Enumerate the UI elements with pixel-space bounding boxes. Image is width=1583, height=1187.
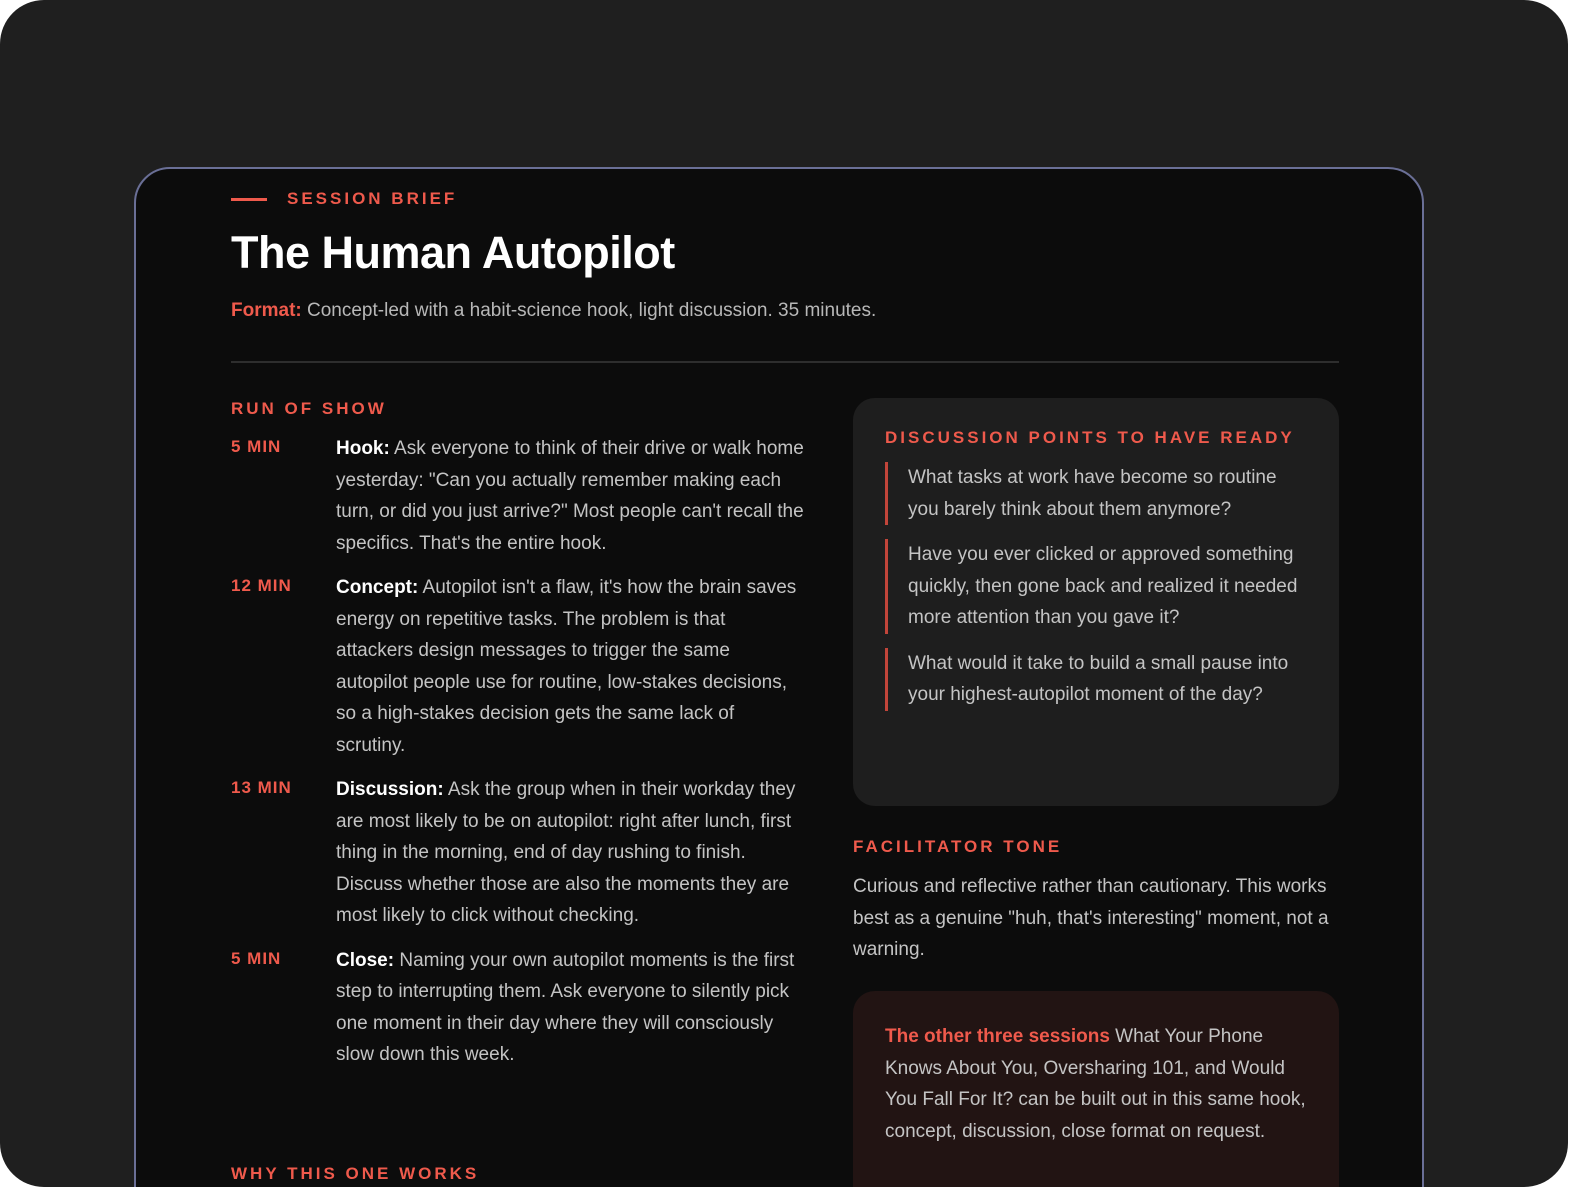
- eyebrow-label: SESSION BRIEF: [287, 189, 458, 208]
- run-item-body: [336, 945, 806, 1071]
- run-item-label: Close:: [336, 949, 395, 971]
- format-text: Concept-led with a habit-science hook, light discussion. 35 minutes.: [301, 300, 877, 321]
- run-item-time: 12 MIN: [231, 576, 292, 595]
- run-item-time: 13 MIN: [231, 778, 292, 797]
- tone-text: Curious and reflective rather than cautionary. This works best as a genuine "huh, that's interesting" moment, not a warning.: [853, 876, 1329, 960]
- run-item-discussion: [231, 774, 806, 932]
- run-item-body: [336, 433, 806, 559]
- why-this-works-heading: WHY THIS ONE WORKS: [231, 1164, 480, 1183]
- run-item-concept: [231, 572, 806, 761]
- run-item-label: Discussion:: [336, 779, 444, 800]
- discussion-point: What tasks at work have become so routine you barely think about them anymore?: [885, 462, 1307, 525]
- eyebrow: [231, 189, 457, 209]
- facilitator-tone: [853, 837, 1339, 966]
- run-item-body: [336, 774, 806, 932]
- run-item-hook: [231, 433, 806, 559]
- format-label: Format:: [231, 300, 302, 321]
- tone-heading: FACILITATOR TONE: [853, 837, 1063, 856]
- divider: [231, 361, 1339, 363]
- other-sessions-text: What Your Phone Knows About You, Oversharing 101, and Would You Fall For It? can be built out in this same hook, concept, discussion, close format on request.: [885, 1026, 1306, 1142]
- accent-dash: [231, 198, 267, 201]
- format-line: [231, 300, 876, 322]
- run-item-body: [336, 572, 806, 761]
- run-of-show-heading: RUN OF SHOW: [231, 399, 387, 418]
- other-sessions-note: [853, 991, 1339, 1187]
- other-sessions-label: The other three sessions: [885, 1026, 1110, 1047]
- run-item-text: Ask the group when in their workday they are most likely to be on autopilot: right after lunch, first thing in the morning, end of day rushing to finish. Discuss whether those are also the moments they are most likely to click without checking.: [336, 779, 796, 926]
- run-item-close: [231, 945, 806, 1071]
- run-item-time: 5 MIN: [231, 948, 282, 968]
- run-item-time: 5 MIN: [231, 437, 282, 456]
- run-item-text: Ask everyone to think of their drive or walk home yesterday: "Can you actually remember making each turn, or did you just arrive?" Most people can't recall the specifics. That's the entire hook.: [336, 438, 804, 554]
- session-brief-card: [134, 167, 1424, 1187]
- discussion-heading: DISCUSSION POINTS TO HAVE READY: [885, 428, 1295, 447]
- discussion-point: Have you ever clicked or approved something quickly, then gone back and realized it needed more attention than you gave it?: [885, 539, 1307, 634]
- page-title: The Human Autopilot: [231, 227, 675, 278]
- run-of-show: [231, 399, 806, 1084]
- discussion-points-panel: [853, 398, 1339, 806]
- discussion-point: What would it take to build a small pause into your highest-autopilot moment of the day?: [885, 648, 1307, 711]
- run-item-text: Autopilot isn't a flaw, it's how the brain saves energy on repetitive tasks. The problem is that attackers design messages to trigger the same autopilot people use for routine, low-stakes decisions, so a high-stakes decision gets the same lack of scrutiny.: [336, 577, 797, 756]
- run-item-label: Hook:: [336, 438, 390, 459]
- run-item-text: Naming your own autopilot moments is the first step to interrupting them. Ask everyone to silently pick one moment in their day where they will consciously slow down this week.: [336, 949, 795, 1065]
- run-item-label: Concept:: [336, 577, 419, 598]
